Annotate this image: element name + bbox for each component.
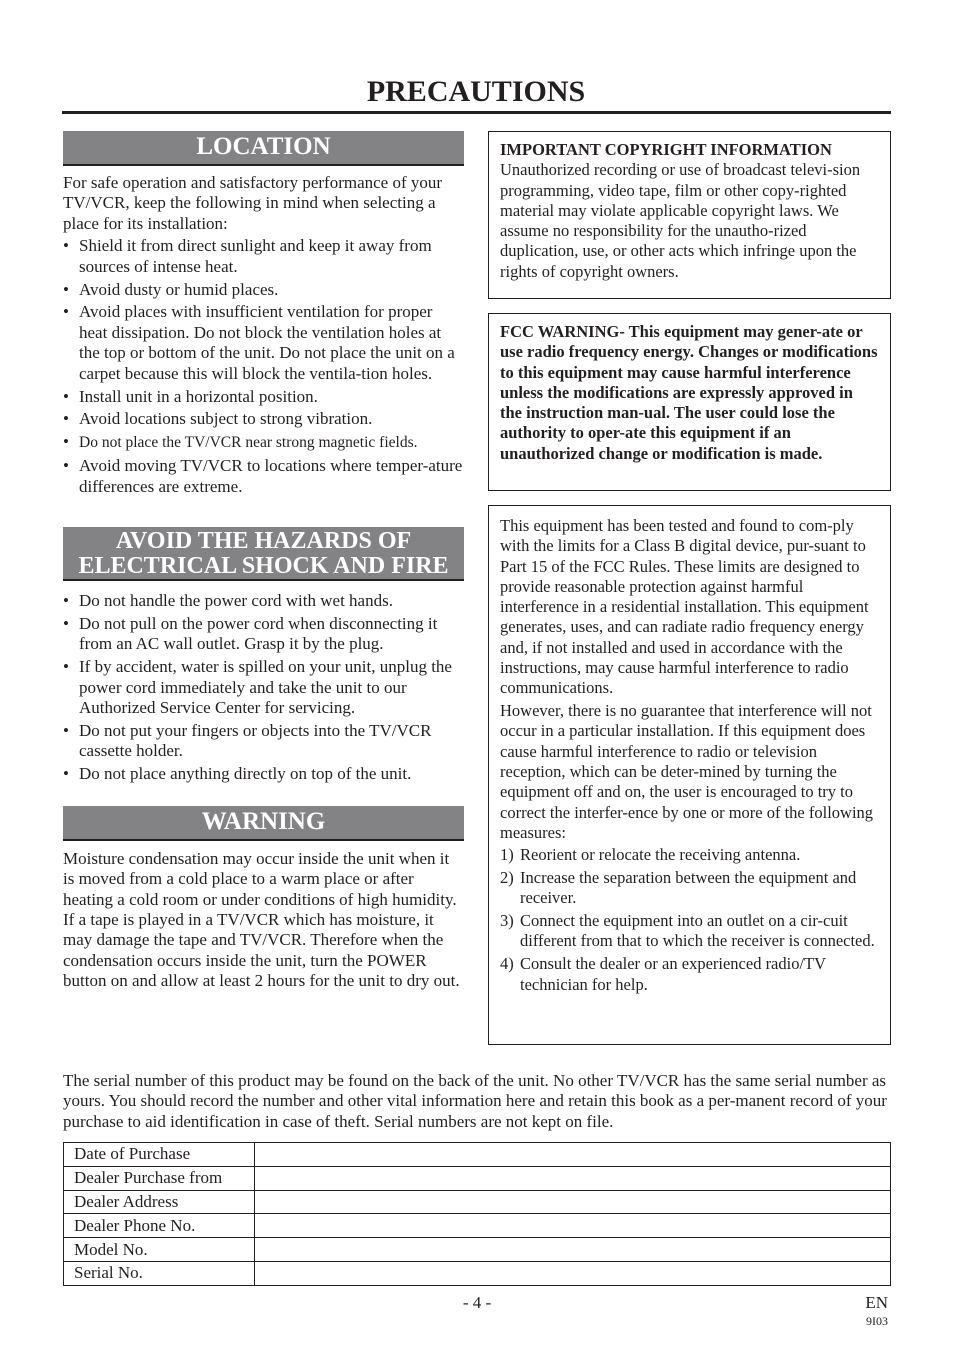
bullet-icon: • bbox=[63, 409, 69, 429]
serial-info-text: The serial number of this product may be found on the back of the unit. No other TV/VCR has the same serial number as yours. You should record the number and other vital information here and retain this book as a per-manent record of your purchase to aid identification in case of theft. Serial numbers are not kept on file. bbox=[63, 1071, 887, 1131]
bullet-icon: • bbox=[63, 591, 69, 611]
bullet-icon: • bbox=[63, 279, 69, 299]
measures-list bbox=[500, 845, 879, 995]
bullet-icon: • bbox=[63, 386, 69, 406]
list-item: 4) Consult the dealer or an experienced radio/TV technician for help. bbox=[500, 954, 826, 994]
bullet-icon: • bbox=[63, 657, 69, 677]
bullet-icon: • bbox=[63, 456, 69, 476]
list-item: 3) Connect the equipment into an outlet on a cir-cuit different from that to which the receiver is connected. bbox=[500, 911, 875, 951]
language-code: EN bbox=[865, 1293, 888, 1312]
table-cell-value bbox=[255, 1143, 891, 1167]
table-row bbox=[64, 1238, 891, 1262]
table-cell-value bbox=[255, 1190, 891, 1214]
table-row bbox=[64, 1143, 891, 1167]
fcc-compliance-para1: This equipment has been tested and found to com-ply with the limits for a Class B digital device, pur-suant to Part 15 of the FCC Rules. These limits are designed to provide reasonable protection against harmful interference in a residential installation. This equipment generates, uses, and can radiate radio frequency energy and, if not installed and used in accordance with the instructions, may cause harmful interference to radio communications. bbox=[500, 516, 869, 698]
purchase-record-table bbox=[63, 1142, 891, 1286]
list-item: 1) Reorient or relocate the receiving antenna. bbox=[500, 845, 801, 865]
list-item: 2) Increase the separation between the equipment and receiver. bbox=[500, 868, 857, 908]
warning-text: Moisture condensation may occur inside the unit when it is moved from a cold place to a warm place or after heating a cold room or under conditions of high humidity. If a tape is played in a TV/VCR which has moisture, it may damage the tape and TV/VCR. Therefore when the condensation occurs inside the unit, turn the POWER button on and allow at least 2 hours for the unit to dry out. bbox=[63, 848, 460, 991]
list-item: • Do not pull on the power cord when disconnecting it from an AC wall outlet. Grasp it by the plug. bbox=[63, 614, 438, 654]
table-cell-value bbox=[255, 1261, 891, 1285]
table-cell-label: Dealer Phone No. bbox=[64, 1214, 255, 1238]
list-item: • Do not handle the power cord with wet hands. bbox=[63, 591, 393, 611]
table-cell-label: Model No. bbox=[64, 1238, 255, 1262]
table-cell-label: Dealer Address bbox=[64, 1190, 255, 1214]
table-cell-value bbox=[255, 1214, 891, 1238]
fcc-warning-box bbox=[488, 313, 891, 491]
table-row bbox=[64, 1190, 891, 1214]
bullet-icon: • bbox=[63, 432, 69, 452]
list-item: • Avoid places with insufficient ventilation for proper heat dissipation. Do not block the ventilation holes at the top or bottom of the unit. Do not place the unit on a carpet because this will block the ventila-tion holes. bbox=[63, 302, 455, 383]
copyright-title: IMPORTANT COPYRIGHT INFORMATION bbox=[500, 140, 832, 159]
fcc-warning-text: FCC WARNING- This equipment may gener-ate or use radio frequency energy. Changes or modifications to this equipment may cause harmful interference unless the modifications are expressly approved in the instruction man-ual. The user could lose the authority to oper-ate this equipment if an unauthorized change or modification is made. bbox=[500, 322, 878, 463]
table-cell-label: Serial No. bbox=[64, 1261, 255, 1285]
page-title: PRECAUTIONS bbox=[366, 75, 586, 108]
right-column bbox=[488, 131, 891, 1045]
copyright-text: Unauthorized recording or use of broadcast televi-sion programming, video tape, film or other copy-righted material may violate applicable copyright laws. We assume no responsibility for the unautho-rized duplication, use, or other acts which infringe upon the rights of copyright owners. bbox=[500, 160, 861, 281]
location-intro: For safe operation and satisfactory performance of your TV/VCR, keep the following in mind when selecting a place for its installation: bbox=[63, 173, 443, 233]
table-row bbox=[64, 1166, 891, 1190]
bullet-icon: • bbox=[63, 302, 69, 322]
list-item: • Avoid moving TV/VCR to locations where temper-ature differences are extreme. bbox=[63, 456, 463, 496]
table-cell-value bbox=[255, 1166, 891, 1190]
fcc-compliance-box bbox=[488, 505, 891, 1045]
list-item: • Do not place anything directly on top of the unit. bbox=[63, 764, 412, 784]
bullet-icon: • bbox=[63, 614, 69, 633]
list-item: • Do not place the TV/VCR near strong magnetic fields. bbox=[63, 432, 418, 452]
hazards-list bbox=[63, 591, 464, 785]
warning-header: WARNING bbox=[63, 806, 464, 841]
location-header: LOCATION bbox=[63, 131, 464, 166]
list-item: • Install unit in a horizontal position. bbox=[63, 386, 318, 406]
bullet-icon: • bbox=[63, 236, 69, 256]
document-code: 9I03 bbox=[866, 1314, 888, 1328]
copyright-box bbox=[488, 131, 891, 299]
page-number: - 4 - bbox=[462, 1293, 492, 1312]
left-column bbox=[63, 131, 464, 992]
bullet-icon: • bbox=[63, 764, 69, 784]
hazards-header: AVOID THE HAZARDS OF ELECTRICAL SHOCK AND FIRE bbox=[63, 527, 464, 581]
bullet-icon: • bbox=[63, 721, 69, 741]
title-rule bbox=[62, 111, 891, 114]
table-cell-label: Dealer Purchase from bbox=[64, 1166, 255, 1190]
location-list bbox=[63, 236, 464, 497]
table-row bbox=[64, 1214, 891, 1238]
table-cell-label: Date of Purchase bbox=[64, 1143, 255, 1167]
list-item: • Avoid locations subject to strong vibration. bbox=[63, 409, 373, 429]
list-item: • Do not put your fingers or objects into the TV/VCR cassette holder. bbox=[63, 721, 432, 761]
list-item: • Avoid dusty or humid places. bbox=[63, 279, 279, 299]
table-row bbox=[64, 1261, 891, 1285]
list-item: • Shield it from direct sunlight and keep it away from sources of intense heat. bbox=[63, 236, 432, 276]
list-item: • If by accident, water is spilled on your unit, unplug the power cord immediately and take the unit to our Authorized Service Center for servicing. bbox=[63, 657, 452, 718]
fcc-compliance-para2: However, there is no guarantee that interference will not occur in a particular installation. If this equipment does cause harmful interference to radio or television reception, which can be deter-mined by turning the equipment off and on, the user is encouraged to try to correct the interfer-ence by one or more of the following measures: bbox=[500, 701, 874, 842]
table-cell-value bbox=[255, 1238, 891, 1262]
